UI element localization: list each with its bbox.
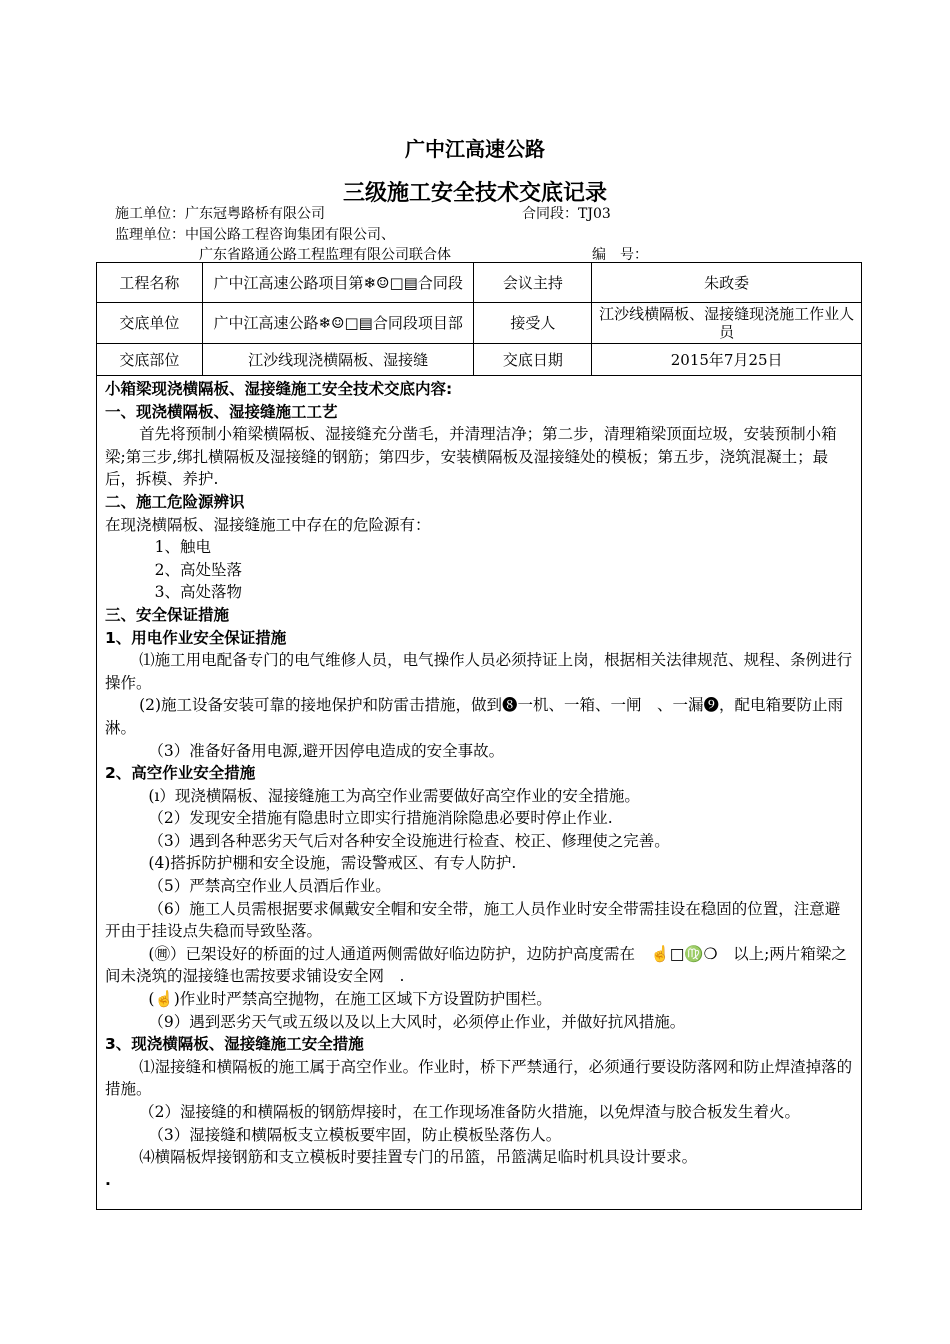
section-1-title: 一、现浇横隔板、湿接缝施工工艺 <box>105 402 338 421</box>
measure-paragraph: (4)搭拆防护棚和安全设施，需设警戒区、有专人防护. <box>148 854 517 873</box>
hazard-item: 3、高处落物 <box>154 583 242 602</box>
subsection-1-title: 1、用电作业安全保证措施 <box>105 628 287 647</box>
info-table <box>96 262 862 376</box>
subsection-3-title: 3、现浇横隔板、湿接缝施工安全措施 <box>105 1035 364 1054</box>
host-label: 会议主持 <box>474 263 592 303</box>
measure-paragraph: （3）湿接缝和横隔板支立模板要牢固，防止模板坠落伤人。 <box>148 1125 562 1144</box>
end-mark: . <box>105 1170 111 1189</box>
measure-paragraph: (㉄）已架设好的桥面的过人通道两侧需做好临边防护，边防护高度需在 ☝□♍❍ 以上;两片箱梁之间未浇筑的湿接缝也需按要求铺设安全网 . <box>105 944 847 986</box>
measure-paragraph: ⑷横隔板焊接钢筋和支立模板时要挂置专门的吊篮，吊篮满足临时机具设计要求。 <box>139 1148 698 1167</box>
content-box <box>96 374 862 1210</box>
receiver-label: 接受人 <box>474 303 592 344</box>
measure-paragraph: （2）发现安全措施有隐患时立即实行措施消除隐患必要时停止作业. <box>148 809 613 828</box>
hazard-item: 2、高处坠落 <box>154 560 242 579</box>
measure-paragraph: (2)施工设备安装可靠的接地保护和防雷击措施，做到❽一机、一箱、一闸 、一漏❾，配电箱要防止雨淋。 <box>105 696 844 737</box>
measure-paragraph: ⑴施工用电配备专门的电气维修人员，电气操作人员必须持证上岗，根据相关法律规范、规程、条例进行操作。 <box>105 651 853 692</box>
subsection-2-title: 2、高空作业安全措施 <box>105 764 256 783</box>
document-title: 广中江高速公路 <box>405 137 545 161</box>
measure-paragraph: ⑴湿接缝和横隔板的施工属于高空作业。作业时，桥下严禁通行，必须通行要设防落网和防止焊渣掉落的措施。 <box>105 1057 853 1099</box>
section-3-title: 三、安全保证措施 <box>105 605 230 624</box>
project-name-value: 广中江高速公路项目第❄☺□▤合同段 <box>202 263 474 303</box>
measure-paragraph: （3）准备好备用电源,避开因停电造成的安全事故。 <box>148 741 505 760</box>
host-value: 朱政委 <box>592 263 862 303</box>
date-value: 2015年7月25日 <box>592 344 862 376</box>
hazard-intro: 在现浇横隔板、湿接缝施工中存在的危险源有： <box>105 515 431 534</box>
date-label: 交底日期 <box>474 344 592 376</box>
serial-number: 编 号： <box>592 247 648 263</box>
section-2-title: 二、施工危险源辨识 <box>105 492 245 511</box>
measure-paragraph: （3）遇到各种恶劣天气后对各种安全设施进行检查、校正、修理使之完善。 <box>148 831 670 850</box>
hazard-item: 1、触电 <box>154 538 211 557</box>
measure-paragraph: (☝)作业时严禁高空抛物，在施工区域下方设置防护围栏。 <box>148 990 552 1009</box>
receiver-value: 江沙线横隔板、湿接缝现浇施工作业人员 <box>592 303 862 344</box>
contract-section: 合同段：TJ03 <box>522 206 611 222</box>
measure-paragraph: （9）遇到恶劣天气或五级以及以上大风时，必须停止作业，并做好抗风措施。 <box>148 1012 686 1031</box>
part-label: 交底部位 <box>97 344 203 376</box>
project-name-label: 工程名称 <box>97 263 203 303</box>
supervision-unit-line-1: 监理单位：中国公路工程咨询集团有限公司、 <box>115 227 395 243</box>
unit-label: 交底单位 <box>97 303 203 344</box>
table-row <box>97 303 862 344</box>
content-heading: 小箱梁现浇横隔板、湿接缝施工安全技术交底内容: <box>105 380 453 398</box>
table-row <box>97 344 862 376</box>
supervision-unit-line-2: 广东省路通公路工程监理有限公司联合体 <box>199 247 451 263</box>
measure-paragraph: （2）湿接缝的和横隔板的钢筋焊接时，在工作现场准备防火措施，以免焊渣与胶合板发生着火。 <box>139 1103 800 1121</box>
part-value: 江沙线现浇横隔板、湿接缝 <box>202 344 474 376</box>
document-subtitle: 三级施工安全技术交底记录 <box>342 181 607 206</box>
measure-paragraph: (ı）现浇横隔板、湿接缝施工为高空作业需要做好高空作业的安全措施。 <box>148 786 640 805</box>
measure-paragraph: （5）严禁高空作业人员酒后作业。 <box>148 877 391 896</box>
construction-unit: 施工单位：广东冠粤路桥有限公司 <box>115 206 325 222</box>
measure-paragraph: （6）施工人员需根据要求佩戴安全帽和安全带，施工人员作业时安全带需挂设在稳固的位置，注意避开由于挂设点失稳而导致坠落。 <box>105 899 841 941</box>
section-1-text: 首先将预制小箱梁横隔板、湿接缝充分凿毛，并清理洁净；第二步，清理箱梁顶面垃圾，安装预制小箱梁;第三步,绑扎横隔板及湿接缝的钢筋；第四步，安装横隔板及湿接缝处的模板；第五步，浇筑混凝土；最后，拆模、养护. <box>105 425 837 489</box>
unit-value: 广中江高速公路❄☺□▤合同段项目部 <box>202 303 474 344</box>
table-row <box>97 263 862 303</box>
